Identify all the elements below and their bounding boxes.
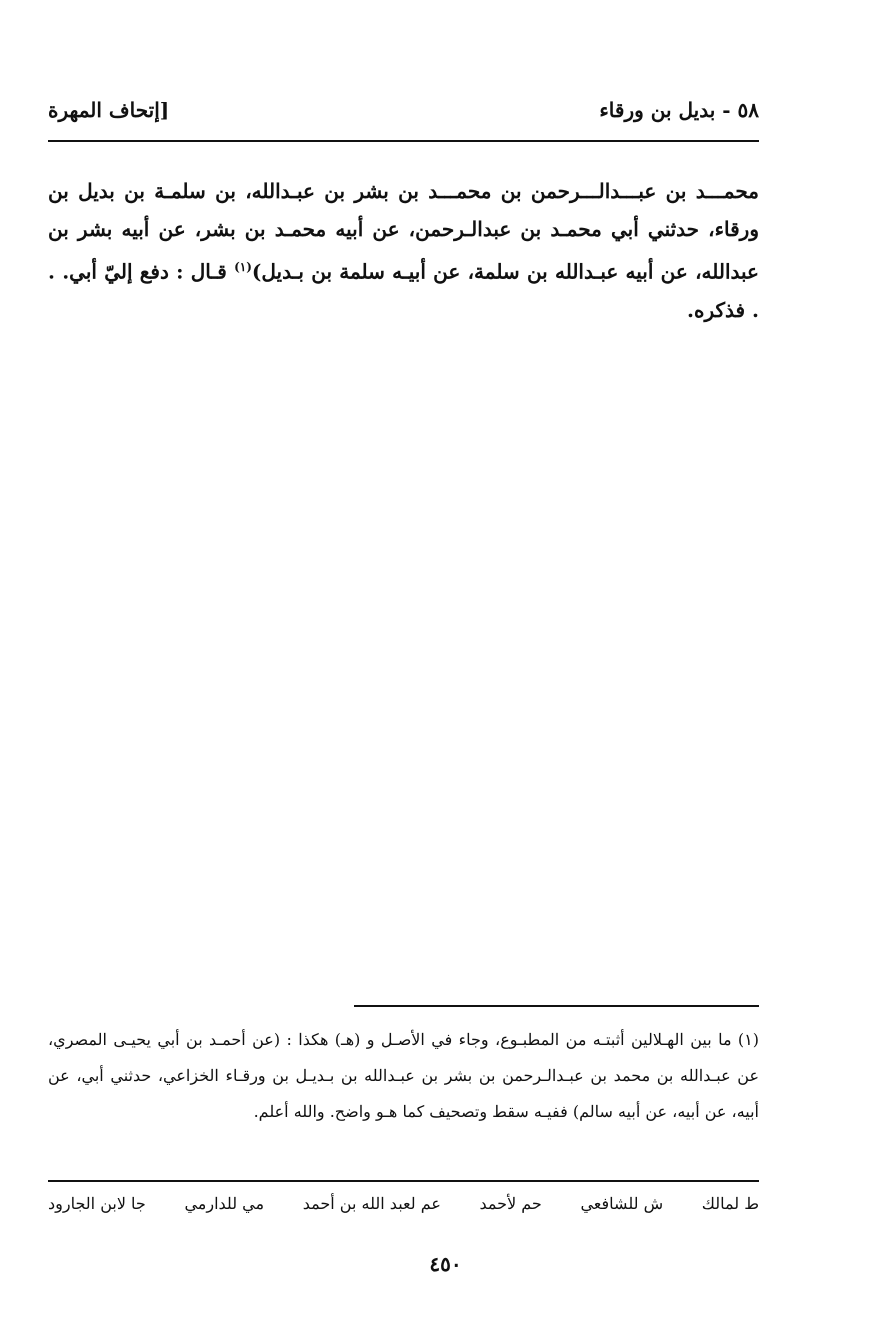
footnote-text: (١) ما بين الهـلالين أثبتـه من المطبـوع، وجاء في الأصـل و (هـ) هكذا : (عن أحمـد بن أبي يحيـى المصري، عن عبـدالله بن محمد بن عبـدالـرحمن بن بشر بن عبـدالله بن بـديـل بن ورقـاء الخزاعي، حدثني أبي، عن أبيه، عن أبيه، عن أبيه سالم) ففيـه سقط وتصحيف كما هـو واضح. والله أعلم. xyxy=(48,1030,760,1121)
legend-item: عم لعبد الله بن أحمد xyxy=(302,1194,441,1213)
abbreviation-legend xyxy=(48,1194,759,1213)
legend-item: ش للشافعي xyxy=(580,1194,664,1213)
footnote-reference: (١) xyxy=(234,260,252,274)
book-title: [إتحاف المهرة xyxy=(48,98,170,122)
legend-item: جا لابن الجارود xyxy=(48,1194,146,1213)
footnote-divider xyxy=(354,1005,759,1007)
legend-item: ط لمالك xyxy=(701,1194,759,1213)
page-number: ٤٥٠ xyxy=(429,1252,462,1276)
legend-divider xyxy=(48,1180,759,1182)
main-text xyxy=(48,172,759,329)
legend-item: حم لأحمد xyxy=(479,1194,542,1213)
header-divider xyxy=(48,140,759,142)
chapter-title: ٥٨ - بديل بن ورقاء xyxy=(599,98,759,122)
running-header xyxy=(48,88,759,122)
main-text-continuation: قـال : دفع إليّ أبي. . . فذكره. xyxy=(48,259,759,322)
main-text-content: محمـــد بن عبـــدالـــرحمن بن محمـــد بن بشر بن عبـدالله، بن سلمـة بن بديل بن ورقاء، حدثني أبي محمـد بن عبدالـرحمن، عن أبيه محمـد بن بشر، عن أبيه بشر بن عبدالله، عن أبيه عبـدالله بن سلمة، عن أبيـه سلمة بن بـديل) xyxy=(48,179,759,284)
legend-item: مي للدارمي xyxy=(184,1194,265,1213)
